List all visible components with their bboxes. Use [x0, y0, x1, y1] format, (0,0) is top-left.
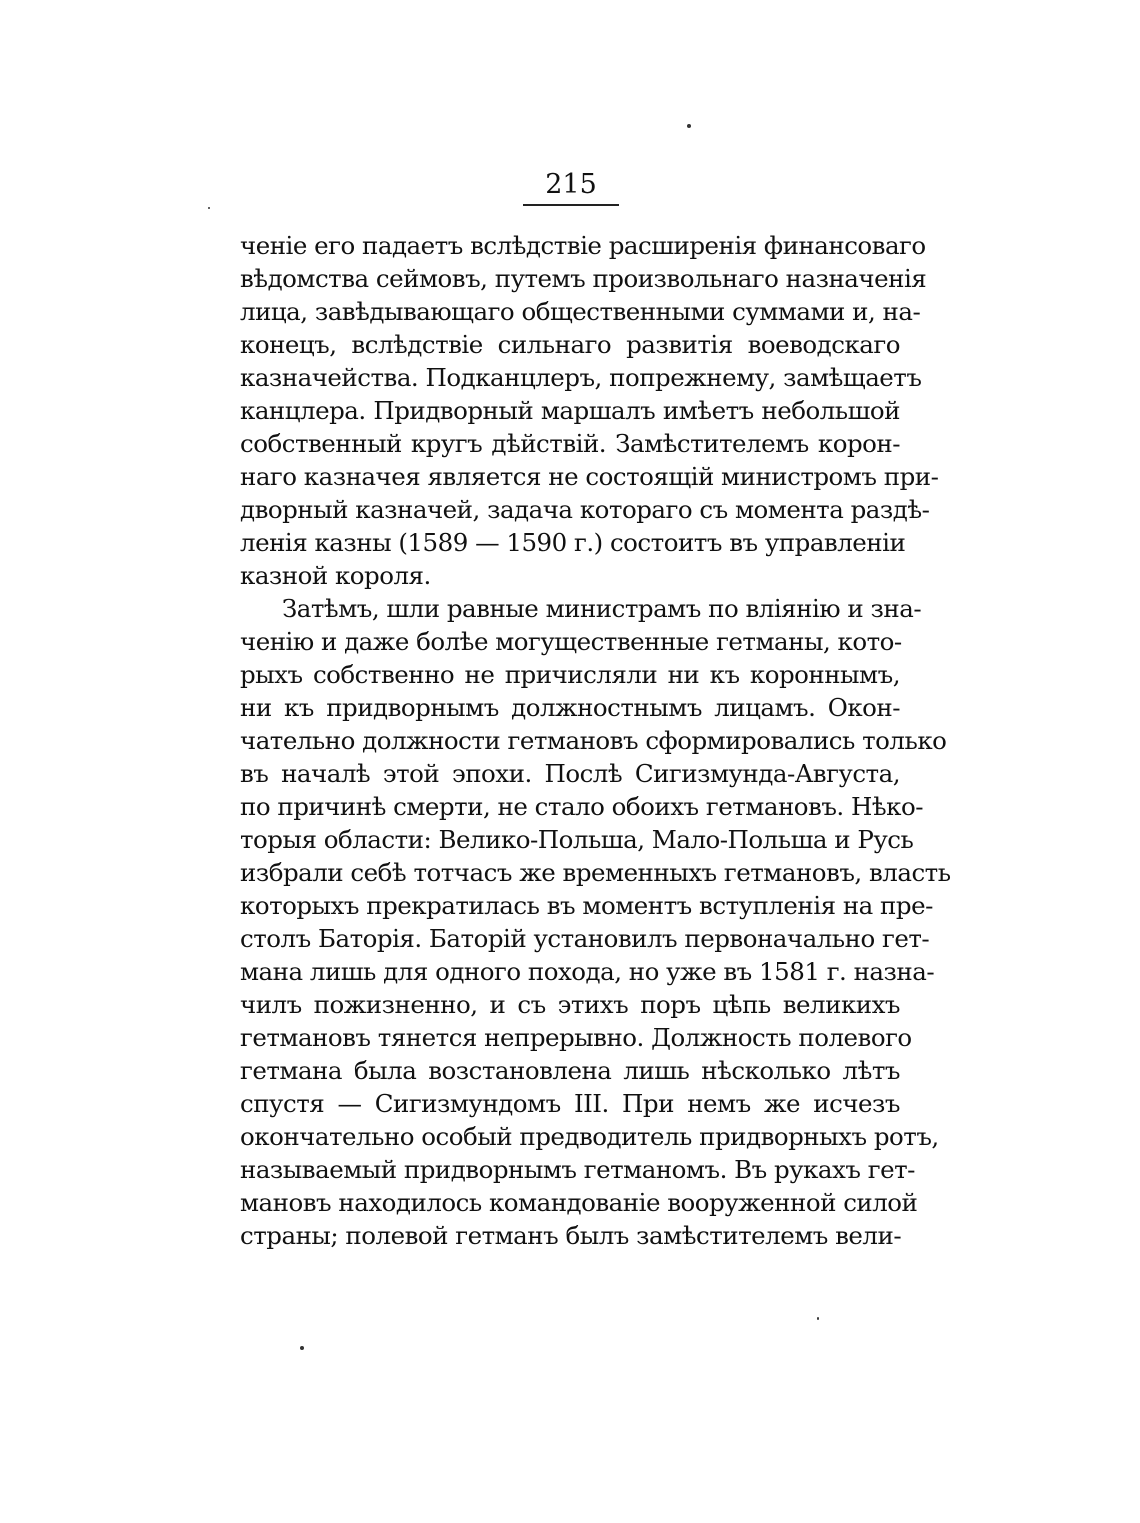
text-line: вѣдомства сеймовъ, путемъ произвольнаго назначенія	[240, 264, 927, 293]
text-line: ченіе его падаетъ вслѣдствіе расширенія финансоваго	[240, 231, 926, 260]
text-line: чательно должности гетмановъ сформировались только	[240, 726, 947, 755]
text-line: называемый придворнымъ гетманомъ. Въ рукахъ гет-	[240, 1155, 915, 1184]
text-line: гетмана была возстановлена лишь нѣсколько лѣтъ	[240, 1056, 900, 1085]
text-line: казначейства. Подканцлеръ, попрежнему, замѣщаетъ	[240, 363, 922, 392]
print-speck	[208, 207, 210, 209]
text-line: спустя — Сигизмундомъ III. При немъ же исчезъ	[240, 1089, 900, 1118]
print-speck	[817, 1317, 819, 1320]
text-line: по причинѣ смерти, не стало обоихъ гетмановъ. Нѣко-	[240, 792, 923, 821]
text-line: собственный кругъ дѣйствій. Замѣстителемъ корон-	[240, 429, 900, 458]
text-line: ченію и даже болѣе могущественные гетманы, кото-	[240, 627, 902, 656]
text-line: конецъ, вслѣдствіе сильнаго развитія воеводскаго	[240, 330, 900, 359]
text-line: гетмановъ тянется непрерывно. Должность полевого	[240, 1023, 912, 1052]
text-line: въ началѣ этой эпохи. Послѣ Сигизмунда-Августа,	[240, 759, 900, 788]
body-text	[240, 229, 951, 1252]
text-line: лица, завѣдывающаго общественными суммами и, на-	[240, 297, 921, 326]
text-line: окончательно особый предводитель придворныхъ ротъ,	[240, 1122, 939, 1151]
text-line: канцлера. Придворный маршалъ имѣетъ небольшой	[240, 396, 900, 425]
text-line: торыя области: Велико-Польша, Мало-Польша и Русь	[240, 825, 914, 854]
text-line: страны; полевой гетманъ былъ замѣстителемъ вели-	[240, 1221, 902, 1250]
text-line: ленія казны (1589 — 1590 г.) состоитъ въ управленіи	[240, 528, 906, 557]
text-line: которыхъ прекратилась въ моментъ вступленія на пре-	[240, 891, 933, 920]
text-line: казной короля.	[240, 561, 431, 590]
text-line: ни къ придворнымъ должностнымъ лицамъ. Окон-	[240, 693, 900, 722]
page-number: 215	[545, 169, 597, 200]
text-line: рыхъ собственно не причисляли ни къ короннымъ,	[240, 660, 900, 689]
print-speck	[300, 1346, 304, 1350]
print-speck	[687, 124, 691, 128]
text-line: Затѣмъ, шли равные министрамъ по вліянію и зна-	[282, 594, 922, 623]
text-line: мановъ находилось командованіе вооруженной силой	[240, 1188, 918, 1217]
page-number-rule	[523, 204, 619, 206]
text-line: столъ Баторія. Баторій установилъ первоначально гет-	[240, 924, 930, 953]
text-line: мана лишь для одного похода, но уже въ 1581 г. назна-	[240, 957, 935, 986]
text-line: избрали себѣ тотчасъ же временныхъ гетмановъ, власть	[240, 858, 951, 887]
text-line: наго казначея является не состоящій министромъ при-	[240, 462, 939, 491]
text-line: чилъ пожизненно, и съ этихъ поръ цѣпь великихъ	[240, 990, 900, 1019]
text-line: дворный казначей, задача котораго съ момента раздѣ-	[240, 495, 930, 524]
